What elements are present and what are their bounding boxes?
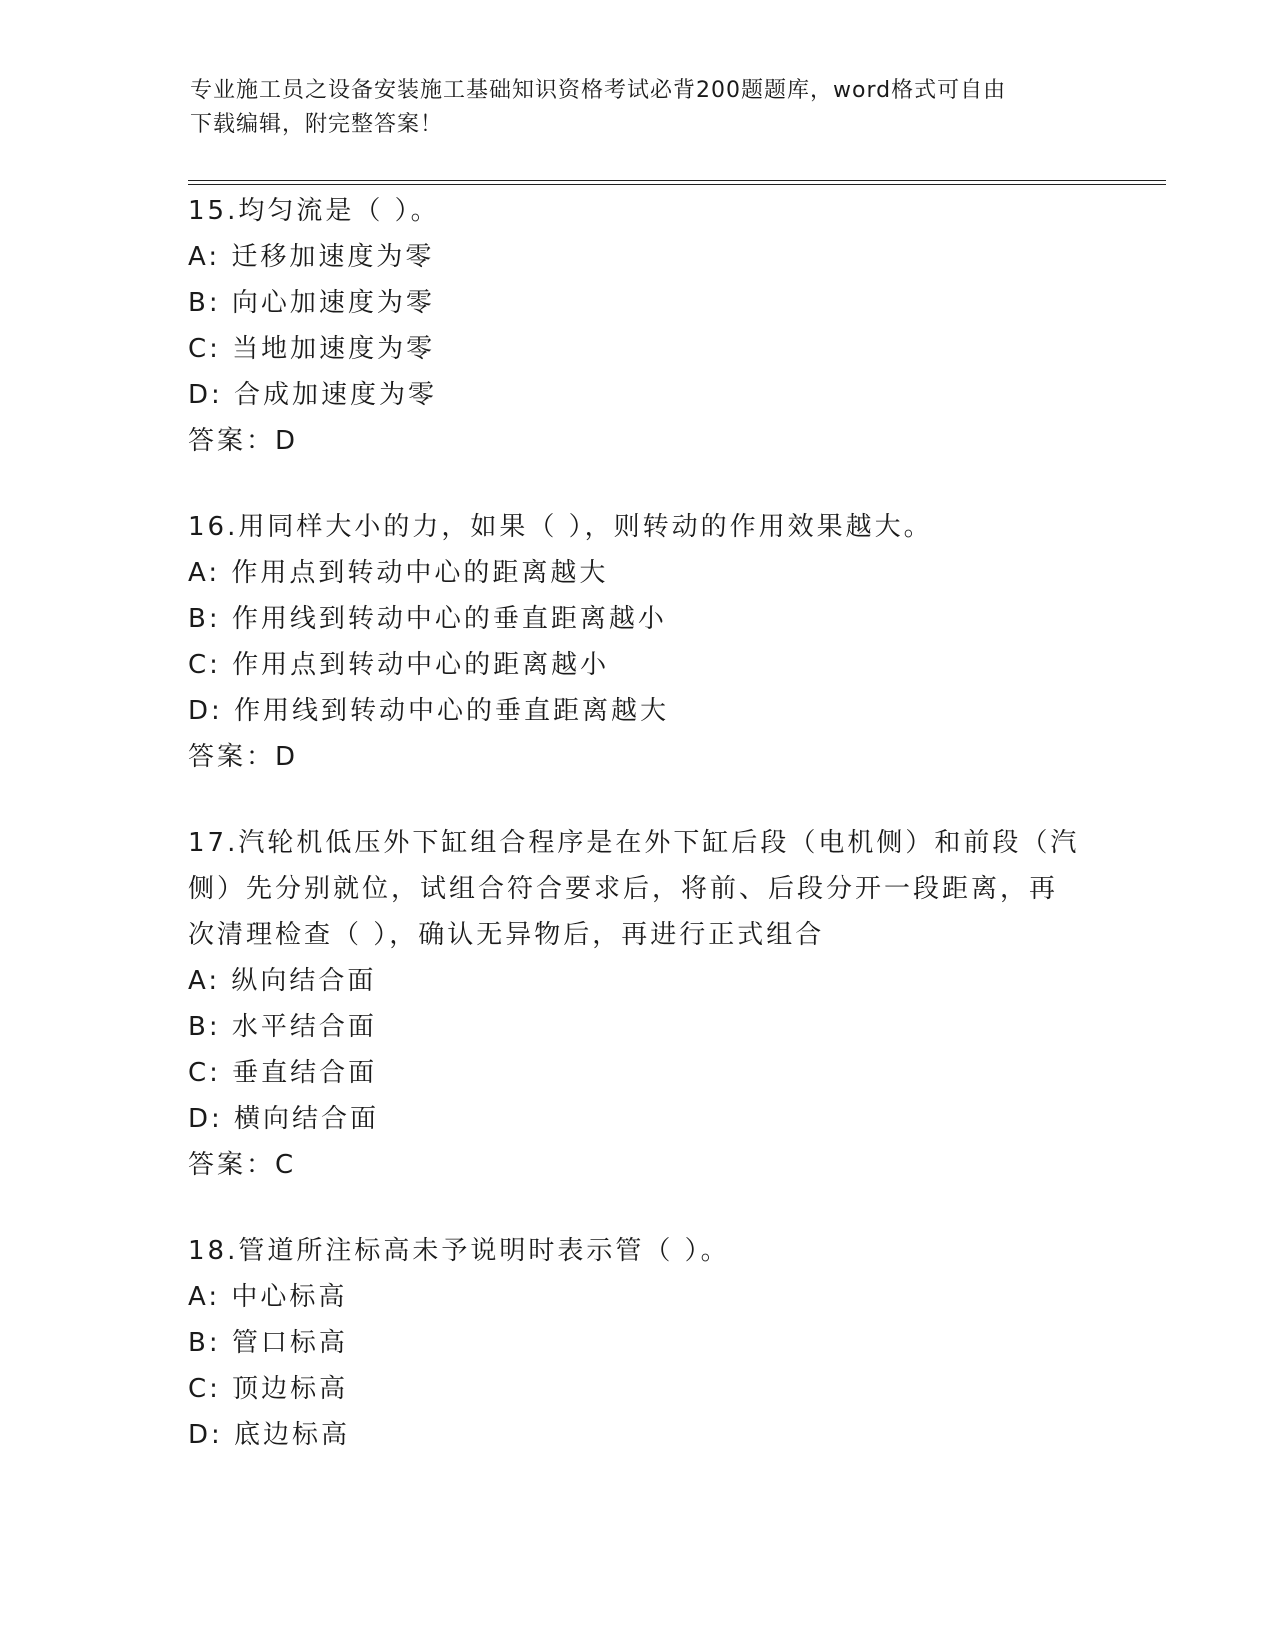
option-c: C: 垂直结合面 — [188, 1058, 378, 1088]
document-header — [190, 74, 1090, 142]
answer-line: 答案：C — [188, 1150, 297, 1180]
question-stem: 16.用同样大小的力，如果（ ），则转动的作用效果越大。 — [188, 512, 933, 542]
header-line-1: 专业施工员之设备安装施工基础知识资格考试必背200题题库，word格式可自由 — [190, 78, 1007, 103]
answer-line: 答案：D — [188, 426, 299, 456]
option-b: B: 水平结合面 — [188, 1012, 377, 1042]
option-c: C: 当地加速度为零 — [188, 334, 436, 364]
option-d: D: 合成加速度为零 — [188, 380, 438, 410]
option-b: B: 管口标高 — [188, 1328, 348, 1358]
question-stem: 18.管道所注标高未予说明时表示管（ ）。 — [188, 1236, 730, 1266]
question-16 — [188, 504, 1088, 780]
answer-line: 答案：D — [188, 742, 299, 772]
question-stem: 17.汽轮机低压外下缸组合程序是在外下缸后段（电机侧）和前段（汽 — [188, 828, 1080, 858]
option-c: C: 顶边标高 — [188, 1374, 349, 1404]
option-a: A: 纵向结合面 — [188, 966, 377, 996]
header-divider — [188, 180, 1166, 185]
question-15 — [188, 188, 1088, 464]
option-d: D: 横向结合面 — [188, 1104, 380, 1134]
question-17 — [188, 820, 1088, 1188]
option-a: A: 迁移加速度为零 — [188, 242, 435, 272]
header-line-2: 下载编辑，附完整答案！ — [190, 112, 444, 137]
question-stem: 侧）先分别就位，试组合符合要求后，将前、后段分开一段距离，再 — [188, 874, 1059, 904]
option-a: A: 中心标高 — [188, 1282, 348, 1312]
option-b: B: 作用线到转动中心的垂直距离越小 — [188, 604, 667, 634]
option-a: A: 作用点到转动中心的距离越大 — [188, 558, 609, 588]
question-stem: 次清理检查（ ），确认无异物后，再进行正式组合 — [188, 920, 825, 950]
question-list — [188, 188, 1088, 1498]
option-d: D: 底边标高 — [188, 1420, 351, 1450]
option-b: B: 向心加速度为零 — [188, 288, 435, 318]
option-d: D: 作用线到转动中心的垂直距离越大 — [188, 696, 670, 726]
question-18 — [188, 1228, 1088, 1458]
question-stem: 15.均匀流是（ ）。 — [188, 196, 440, 226]
option-c: C: 作用点到转动中心的距离越小 — [188, 650, 610, 680]
